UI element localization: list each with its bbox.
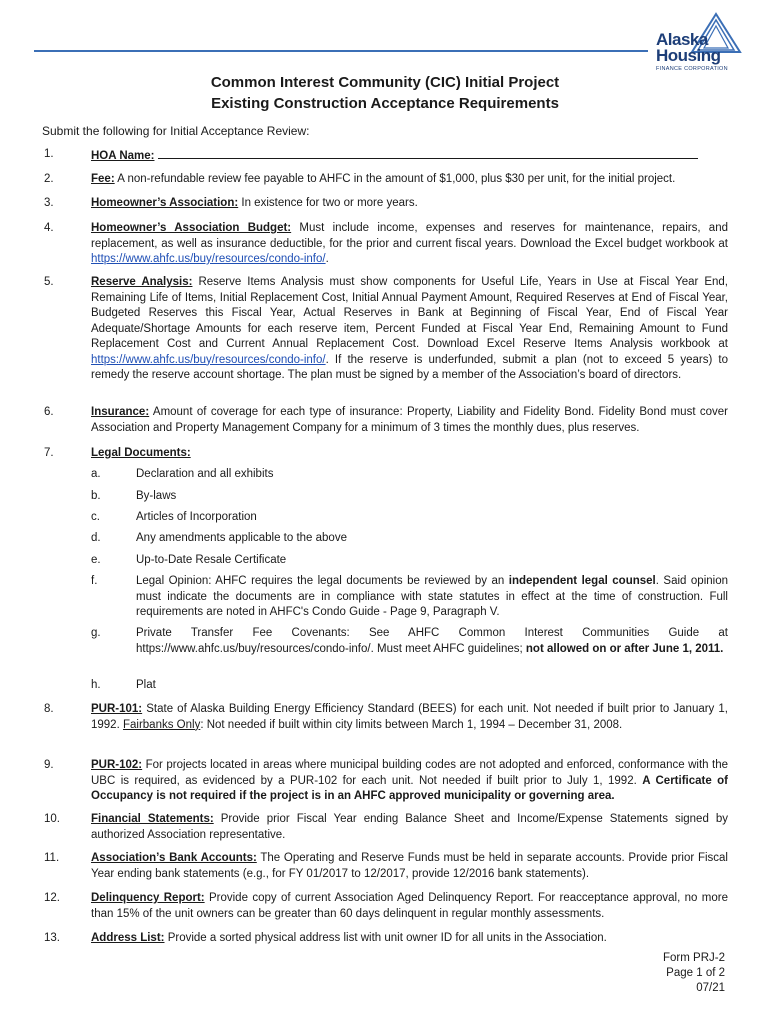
legal-doc-bold: not allowed on or after June 1, 2011. [525,642,724,655]
page-number: Page 1 of 2 [666,967,725,979]
item-text-after: : Not needed if built within city limits between March 1, 1994 – December 31, 2008. [200,718,623,731]
legal-doc-letter: a. [91,468,101,480]
item-text: Provide copy of current Association Aged Delinquency Report. For reacceptance approval, no more than 15% of the unit owners can be greater than 60 days delinquent in regular monthly assessments. [91,892,728,920]
legal-doc-letter: d. [91,532,101,544]
legal-doc-text: Legal Opinion: AHFC requires the legal documents be reviewed by an [136,575,509,587]
item-label: Fee: [91,173,115,185]
item-text: For projects located in areas where municipal building codes are not adopted and enforced, conformance with the UBC is required, as evidenced by a PUR-102 for each unit. Not needed if built prior to July 1, 1992. [91,759,728,787]
item-number: 5. [44,276,54,288]
item-number: 6. [44,406,54,418]
item-label: Legal Documents: [91,447,191,459]
item-label: Association’s Bank Accounts: [91,852,257,864]
item-text: Must include income, expenses and reserves for maintenance, repairs, and replacement, as well as insurance deductible, for the prior and current fiscal years. Download the Excel budget workbook at [91,222,728,250]
page-title: Common Interest Community (CIC) Initial Project [210,74,560,91]
legal-doc-text-after: . Must meet AHFC guidelines; [370,642,526,655]
item-number: 11. [44,852,60,864]
header-rule [34,50,648,52]
legal-doc-text: Articles of Incorporation [136,511,257,523]
item-label: Address List: [91,932,165,944]
item-number: 9. [44,759,54,771]
item-label: PUR-102: [91,759,143,771]
legal-doc-bold: independent legal counsel [508,575,656,587]
page-subtitle: Existing Construction Acceptance Requirements [211,95,559,112]
item-text-after: . If the reserve is underfunded, submit a plan (not to exceed 5 years) to remedy the reserve account shortage. The plan must be signed by a member of the Association’s board of directors. [91,353,728,381]
item-number: 10. [44,813,60,825]
item-text: In existence for two or more years. [238,197,418,209]
item-number: 1. [44,148,54,160]
item-label: Insurance: [91,406,150,418]
item-text: A non-refundable review fee payable to AHFC in the amount of $1,000, plus $30 per unit, for the initial project. [114,173,676,185]
form-date: 07/21 [696,982,725,994]
ahfc-logo [650,12,750,74]
item-bold: A Certificate of Occupancy is not required if the project is in an AHFC approved municipality or governing area. [91,774,728,802]
legal-doc-text-after: . Said opinion must indicate the documents are in compliance with state statutes in effect at the time of construction. Full requirements are noted in AHFC's Condo Guide - Page 9, Paragraph V. [136,575,728,618]
item-number: 7. [44,447,54,459]
form-number: Form PRJ-2 [663,952,725,964]
item-number: 13. [44,932,60,944]
item-text: State of Alaska Building Energy Efficiency Standard (BEES) for each unit. Not needed if built prior to January 1, 1992. [91,703,728,731]
item-label: Financial Statements: [91,813,214,825]
cic-guide-link[interactable]: https://www.ahfc.us/buy/resources/condo-info/ [136,642,371,655]
item-text: Amount of coverage for each type of insurance: Property, Liability and Fidelity Bond. Fidelity Bond must cover Association and Property Management Company for a minimum of 3 times the monthly dues, plus reserves. [91,406,728,434]
item-number: 8. [44,703,54,715]
legal-doc-letter: h. [91,679,101,691]
logo-subtitle: FINANCE CORPORATION [656,66,728,72]
item-text: Reserve Items Analysis must show components for Useful Life, Years in Use at Fiscal Year End, Remaining Life of Items, Initial Replacement Cost, Initial Annual Payment Amount, Required Reserves at End of Fiscal Year, Budgeted Reserves this Fiscal Year, Actual Reserves in Bank at Beginning of Fiscal Year, End of Fiscal Year Adequate/Shortage Amounts for each reserve item, Percent Funded at Fiscal Year End, Remaining Amount to Fund Replacement Cost and Current Annual Replacement Cost. Download Excel Reserve Items Analysis workbook at [91,276,728,350]
legal-doc-text: Up-to-Date Resale Certificate [136,554,287,566]
legal-doc-text: Private Transfer Fee Covenants: See AHFC Common Interest Communities Guide at [136,627,728,639]
item-label: Homeowner’s Association: [91,197,239,209]
item-number: 4. [44,222,54,234]
item-text: The Operating and Reserve Funds must be held in separate accounts. Provide prior Fiscal Year ending bank statements (e.g., for FY 01/2017 to 12/2017, provide 12/2016 bank statements). [91,852,728,880]
legal-doc-letter: f. [91,575,98,587]
item-text: Provide prior Fiscal Year ending Balance Sheet and Income/Expense Statements signed by authorized Association representative. [91,813,728,841]
legal-doc-text: Plat [136,679,156,691]
item-label: Reserve Analysis: [91,276,193,288]
item-number: 3. [44,197,54,209]
legal-doc-letter: e. [91,554,101,566]
item-underlined: Fairbanks Only [122,718,201,731]
legal-doc-text: By-laws [136,490,177,502]
item-label: HOA Name: [91,150,155,162]
logo-word-housing: Housing [656,46,721,65]
item-label: Homeowner’s Association Budget: [91,222,292,234]
item-label: Delinquency Report: [91,892,205,904]
hoa-name-field[interactable] [158,147,698,159]
budget-workbook-link[interactable]: https://www.ahfc.us/buy/resources/condo-info/ [91,253,326,265]
legal-doc-text: Any amendments applicable to the above [136,532,347,544]
item-text: Provide a sorted physical address list with unit owner ID for all units in the Association. [164,932,607,944]
intro-text: Submit the following for Initial Acceptance Review: [42,124,310,138]
item-label: PUR-101: [91,703,143,715]
item-number: 12. [44,892,60,904]
item-number: 2. [44,173,54,185]
legal-doc-letter: c. [91,511,100,523]
logo-word-alaska: Alaska [656,30,708,49]
legal-doc-letter: g. [91,627,101,639]
item-text-after: . [325,253,329,265]
legal-doc-text: Declaration and all exhibits [136,468,274,480]
legal-doc-letter: b. [91,490,101,502]
reserve-workbook-link[interactable]: https://www.ahfc.us/buy/resources/condo-info/ [91,353,326,366]
